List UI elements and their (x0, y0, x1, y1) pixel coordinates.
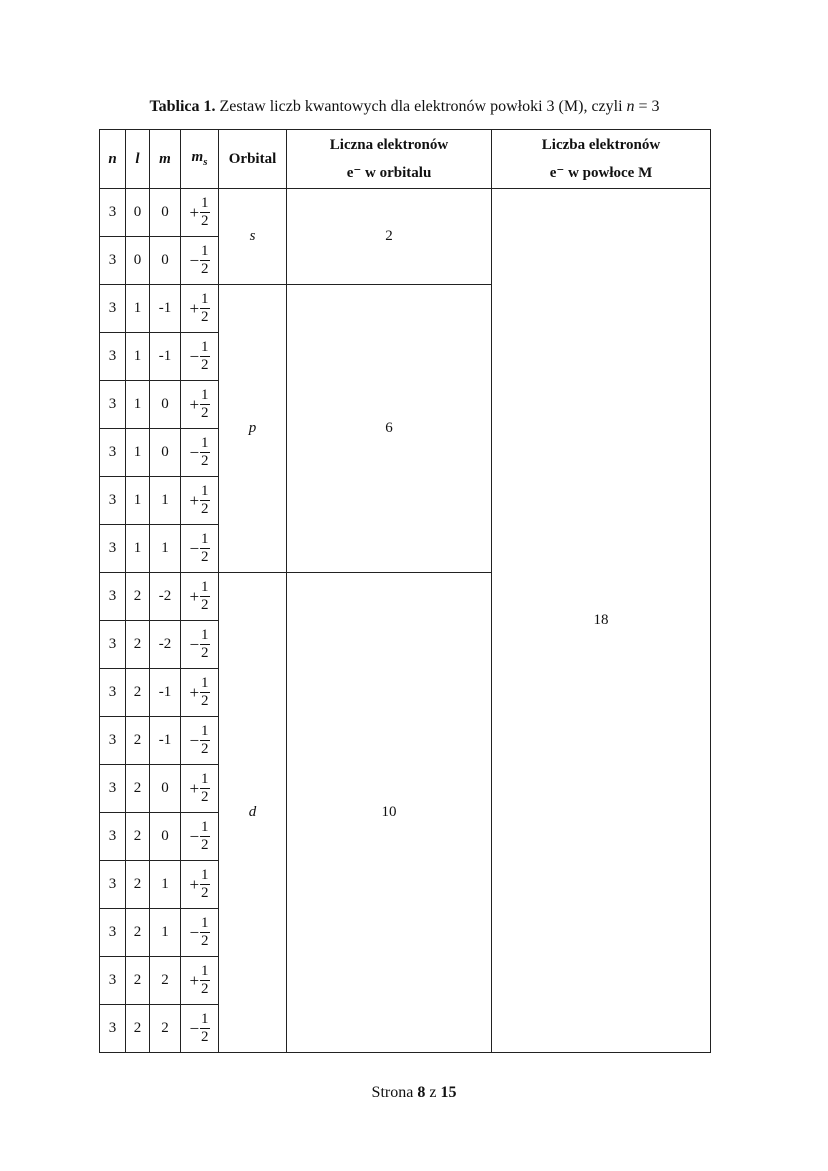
cell-ms (181, 669, 219, 717)
cell-n: 3 (100, 285, 126, 333)
cell-l: 2 (126, 621, 150, 669)
cell-m: 0 (150, 765, 181, 813)
cell-ms (181, 861, 219, 909)
spin-fraction (189, 436, 209, 469)
cell-m: 2 (150, 1005, 181, 1053)
cell-n: 3 (100, 573, 126, 621)
fraction-denominator: 2 (201, 789, 209, 805)
fraction-denominator: 2 (201, 501, 209, 517)
cell-m: 1 (150, 909, 181, 957)
cell-l: 2 (126, 573, 150, 621)
fraction-numerator: 1 (201, 483, 209, 499)
fraction-numerator: 1 (201, 771, 209, 787)
cell-orbital: s (219, 189, 287, 285)
spin-fraction (189, 484, 209, 517)
fraction-numerator: 1 (201, 723, 209, 739)
spin-fraction (189, 916, 209, 949)
cell-m: -1 (150, 285, 181, 333)
fraction-numerator: 1 (201, 819, 209, 835)
table-row (100, 189, 711, 237)
fraction-numerator: 1 (201, 963, 209, 979)
fraction-numerator: 1 (201, 531, 209, 547)
header-shell-count (492, 130, 711, 189)
fraction-numerator: 1 (201, 243, 209, 259)
spin-fraction (189, 772, 209, 805)
caption-text: Zestaw liczb kwantowych dla elektronów powłoki 3 (M), czyli (219, 98, 623, 115)
footer-page-number: 8 (417, 1084, 426, 1101)
cell-l: 0 (126, 237, 150, 285)
fraction-denominator: 2 (201, 645, 209, 661)
cell-l: 1 (126, 285, 150, 333)
cell-l: 1 (126, 477, 150, 525)
cell-ms (181, 957, 219, 1005)
fraction-denominator: 2 (201, 405, 209, 421)
spin-sign: + (189, 202, 200, 222)
spin-fraction (189, 724, 209, 757)
fraction-denominator: 2 (201, 549, 209, 565)
fraction-numerator: 1 (201, 339, 209, 355)
cell-orbital-count: 2 (287, 189, 492, 285)
spin-sign: + (189, 586, 200, 606)
cell-orbital-count: 10 (287, 573, 492, 1053)
cell-ms (181, 717, 219, 765)
cell-orbital: d (219, 573, 287, 1053)
cell-n: 3 (100, 717, 126, 765)
spin-fraction (189, 580, 209, 613)
cell-l: 1 (126, 333, 150, 381)
fraction-numerator: 1 (201, 291, 209, 307)
cell-n: 3 (100, 669, 126, 717)
fraction-numerator: 1 (201, 387, 209, 403)
spin-fraction (189, 340, 209, 373)
fraction-denominator: 2 (201, 693, 209, 709)
spin-sign: + (189, 394, 200, 414)
cell-m: -2 (150, 573, 181, 621)
cell-l: 2 (126, 861, 150, 909)
cell-ms (181, 621, 219, 669)
cell-m: 1 (150, 861, 181, 909)
header-ms: $m_s$ (181, 130, 219, 189)
fraction-denominator: 2 (201, 213, 209, 229)
cell-l: 0 (126, 189, 150, 237)
caption-label: Tablica 1. (149, 98, 216, 115)
fraction-denominator: 2 (201, 309, 209, 325)
spin-sign: − (189, 730, 200, 750)
header-orbital-count (287, 130, 492, 189)
cell-n: 3 (100, 477, 126, 525)
cell-m: -1 (150, 717, 181, 765)
header-m: m (150, 130, 181, 189)
cell-m: -1 (150, 333, 181, 381)
cell-ms (181, 237, 219, 285)
cell-n: 3 (100, 765, 126, 813)
spin-sign: − (189, 442, 200, 462)
cell-l: 2 (126, 957, 150, 1005)
fraction-numerator: 1 (201, 915, 209, 931)
fraction-denominator: 2 (201, 453, 209, 469)
cell-m: 0 (150, 237, 181, 285)
cell-ms (181, 381, 219, 429)
spin-fraction (189, 292, 209, 325)
cell-l: 2 (126, 1005, 150, 1053)
spin-sign: + (189, 298, 200, 318)
cell-orbital: p (219, 285, 287, 573)
cell-l: 1 (126, 381, 150, 429)
spin-fraction (189, 964, 209, 997)
spin-sign: − (189, 538, 200, 558)
spin-sign: − (189, 922, 200, 942)
spin-fraction (189, 820, 209, 853)
cell-ms (181, 1005, 219, 1053)
table-body (100, 189, 711, 1053)
cell-n: 3 (100, 429, 126, 477)
header-orbital: Orbital (219, 130, 287, 189)
spin-fraction (189, 628, 209, 661)
cell-n: 3 (100, 957, 126, 1005)
cell-m: -2 (150, 621, 181, 669)
cell-n: 3 (100, 861, 126, 909)
header-l: l (126, 130, 150, 189)
header-shell-count-line1: Liczba elektronów (541, 137, 661, 153)
spin-sign: + (189, 970, 200, 990)
spin-fraction (189, 388, 209, 421)
cell-m: 1 (150, 525, 181, 573)
spin-fraction (189, 868, 209, 901)
spin-fraction (189, 532, 209, 565)
fraction-numerator: 1 (201, 435, 209, 451)
cell-shell-total: 18 (492, 189, 711, 1053)
spin-sign: + (189, 778, 200, 798)
cell-l: 2 (126, 909, 150, 957)
cell-l: 1 (126, 429, 150, 477)
header-n: n (100, 130, 126, 189)
fraction-denominator: 2 (201, 1029, 209, 1045)
cell-m: -1 (150, 669, 181, 717)
cell-ms (181, 477, 219, 525)
page-footer (0, 1084, 828, 1102)
cell-ms (181, 813, 219, 861)
cell-n: 3 (100, 525, 126, 573)
fraction-denominator: 2 (201, 885, 209, 901)
cell-ms (181, 765, 219, 813)
fraction-denominator: 2 (201, 741, 209, 757)
spin-fraction (189, 196, 209, 229)
cell-n: 3 (100, 237, 126, 285)
footer-prefix: Strona (371, 1084, 414, 1101)
cell-l: 2 (126, 813, 150, 861)
cell-n: 3 (100, 381, 126, 429)
table-caption (99, 96, 710, 118)
spin-sign: − (189, 634, 200, 654)
fraction-numerator: 1 (201, 867, 209, 883)
cell-m: 0 (150, 429, 181, 477)
spin-sign: − (189, 346, 200, 366)
spin-fraction (189, 244, 209, 277)
spin-sign: + (189, 874, 200, 894)
cell-l: 2 (126, 669, 150, 717)
fraction-denominator: 2 (201, 933, 209, 949)
cell-ms (181, 525, 219, 573)
spin-sign: + (189, 490, 200, 510)
fraction-numerator: 1 (201, 675, 209, 691)
spin-sign: − (189, 250, 200, 270)
cell-l: 2 (126, 765, 150, 813)
caption-equality: = 3 (638, 98, 660, 115)
cell-m: 0 (150, 381, 181, 429)
header-row (100, 130, 711, 189)
cell-ms (181, 189, 219, 237)
cell-l: 1 (126, 525, 150, 573)
spin-fraction (189, 1012, 209, 1045)
fraction-denominator: 2 (201, 357, 209, 373)
cell-m: 2 (150, 957, 181, 1005)
header-orbital-count-line1: Liczna elektronów (329, 137, 449, 153)
footer-page-total: 15 (440, 1084, 457, 1101)
footer-separator: z (429, 1084, 437, 1101)
spin-sign: − (189, 1018, 200, 1038)
cell-n: 3 (100, 189, 126, 237)
spin-sign: + (189, 682, 200, 702)
fraction-numerator: 1 (201, 195, 209, 211)
cell-m: 0 (150, 813, 181, 861)
fraction-numerator: 1 (201, 579, 209, 595)
fraction-denominator: 2 (201, 981, 209, 997)
cell-n: 3 (100, 333, 126, 381)
cell-ms (181, 285, 219, 333)
fraction-numerator: 1 (201, 1011, 209, 1027)
fraction-denominator: 2 (201, 837, 209, 853)
cell-n: 3 (100, 813, 126, 861)
fraction-numerator: 1 (201, 627, 209, 643)
spin-sign: − (189, 826, 200, 846)
cell-n: 3 (100, 621, 126, 669)
cell-orbital-count: 6 (287, 285, 492, 573)
cell-ms (181, 573, 219, 621)
caption-variable: n (626, 98, 635, 115)
fraction-denominator: 2 (201, 261, 209, 277)
cell-m: 0 (150, 189, 181, 237)
cell-ms (181, 429, 219, 477)
spin-fraction (189, 676, 209, 709)
cell-n: 3 (100, 909, 126, 957)
header-orbital-count-line2: e⁻ w orbitalu (346, 165, 432, 181)
cell-n: 3 (100, 1005, 126, 1053)
fraction-denominator: 2 (201, 597, 209, 613)
quantum-numbers-table (99, 129, 711, 1053)
cell-ms (181, 333, 219, 381)
cell-m: 1 (150, 477, 181, 525)
cell-ms (181, 909, 219, 957)
header-shell-count-line2: e⁻ w powłoce M (549, 165, 653, 181)
cell-l: 2 (126, 717, 150, 765)
